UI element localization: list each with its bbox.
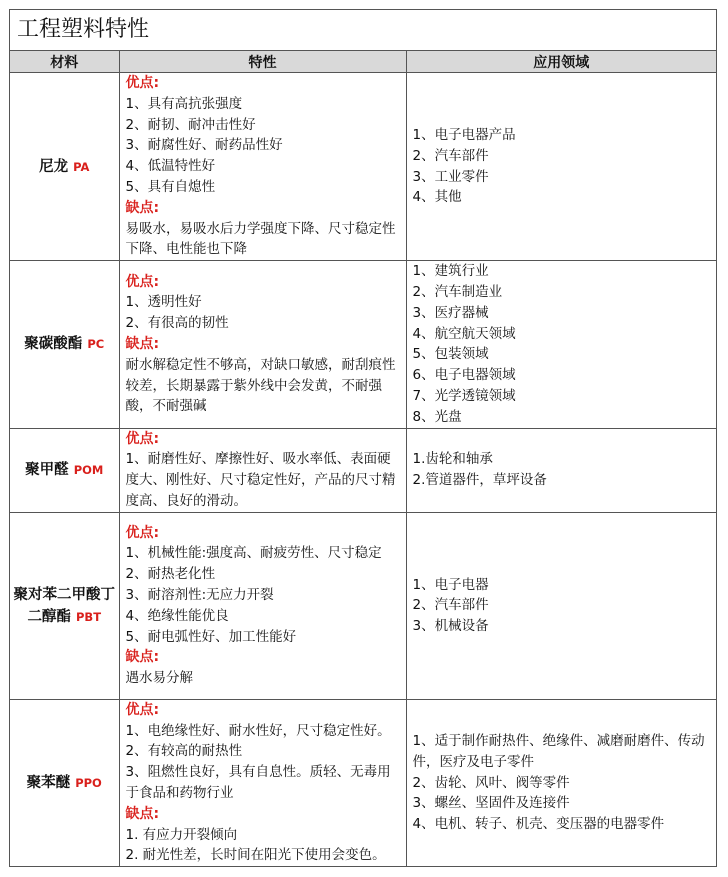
pros-label: 优点: bbox=[125, 524, 160, 541]
con-item: 遇水易分解 bbox=[125, 670, 193, 687]
app-item: 1、适于制作耐热件、绝缘件、减磨耐磨件、传动件，医疗及电子零件 bbox=[412, 732, 705, 770]
app-item: 2、汽车部件 bbox=[412, 597, 489, 614]
pro-item: 1、透明性好 bbox=[125, 294, 202, 311]
applications-cell bbox=[406, 428, 716, 512]
material-name: 尼龙 bbox=[39, 158, 69, 175]
app-item: 4、其他 bbox=[412, 189, 462, 206]
app-item: 2、汽车部件 bbox=[412, 147, 489, 164]
pro-item: 1、电绝缘性好、耐水性好，尺寸稳定性好。 bbox=[125, 722, 391, 739]
pro-item: 1、机械性能:强度高、耐疲劳性、尺寸稳定 bbox=[125, 545, 382, 562]
table-row-pom bbox=[10, 428, 716, 512]
app-item: 4、航空航天领域 bbox=[412, 325, 516, 342]
material-abbr: PA bbox=[73, 159, 90, 174]
pro-item: 3、阻燃性良好，具有自息性。质轻、无毒用于食品和药物行业 bbox=[125, 764, 391, 801]
app-item: 4、电机、转子、机壳、变压器的电器零件 bbox=[412, 816, 665, 833]
pros-label: 优点: bbox=[125, 75, 160, 91]
pros-label: 优点: bbox=[125, 701, 160, 718]
header-material: 材料 bbox=[10, 51, 119, 73]
app-item: 6、电子电器领域 bbox=[412, 367, 516, 384]
material-name: 聚碳酸酯 bbox=[24, 336, 83, 353]
applications-cell bbox=[406, 261, 716, 428]
material-abbr: POM bbox=[73, 463, 104, 478]
header-features: 特性 bbox=[119, 51, 406, 73]
material-cell bbox=[10, 261, 119, 428]
app-item: 1、电子电器产品 bbox=[412, 126, 516, 143]
app-item: 8、光盘 bbox=[412, 408, 462, 425]
pro-item: 4、绝缘性能优良 bbox=[125, 607, 229, 624]
cons-label: 缺点: bbox=[125, 649, 160, 666]
material-name: 聚对苯二甲酸丁二醇酯 bbox=[13, 586, 115, 625]
app-item: 7、光学透镜领域 bbox=[412, 387, 516, 404]
material-cell bbox=[10, 73, 119, 261]
app-item: 3、螺丝、坚固件及连接件 bbox=[412, 795, 570, 812]
applications-cell bbox=[406, 512, 716, 699]
table-row-pa bbox=[10, 73, 716, 261]
con-item: 易吸水，易吸水后力学强度下降、尺寸稳定性下降、电性能也下降 bbox=[125, 220, 396, 258]
cons-label: 缺点: bbox=[125, 805, 160, 822]
con-item: 耐水解稳定性不够高，对缺口敏感，耐刮痕性较差，长期暴露于紫外线中会发黄，不耐强酸，不耐强碱 bbox=[125, 356, 396, 415]
pro-item: 3、耐腐性好、耐药品性好 bbox=[125, 137, 283, 154]
material-abbr: PPO bbox=[75, 775, 102, 790]
features-cell bbox=[119, 73, 406, 261]
pro-item: 2、有很高的韧性 bbox=[125, 315, 229, 332]
header-applications: 应用领域 bbox=[406, 51, 716, 73]
properties-document bbox=[9, 9, 717, 867]
app-item: 1.齿轮和轴承 bbox=[412, 451, 493, 468]
header-row bbox=[10, 51, 716, 73]
pro-item: 5、耐电弧性好、加工性能好 bbox=[125, 628, 297, 645]
features-cell bbox=[119, 699, 406, 866]
app-item: 5、包装领域 bbox=[412, 346, 489, 363]
app-item: 1、电子电器 bbox=[412, 576, 489, 593]
applications-cell bbox=[406, 699, 716, 866]
pro-item: 2、有较高的耐热性 bbox=[125, 743, 243, 760]
con-item: 1. 有应力开裂倾向 bbox=[125, 826, 238, 843]
applications-cell bbox=[406, 73, 716, 261]
pro-item: 5、具有自熄性 bbox=[125, 178, 216, 195]
material-abbr: PC bbox=[87, 337, 105, 352]
properties-table bbox=[10, 51, 716, 866]
material-cell bbox=[10, 512, 119, 699]
pros-label: 优点: bbox=[125, 430, 160, 447]
material-cell bbox=[10, 699, 119, 866]
material-name: 聚苯醚 bbox=[26, 774, 71, 791]
pros-label: 优点: bbox=[125, 273, 160, 290]
pro-item: 2、耐韧、耐冲击性好 bbox=[125, 116, 256, 133]
app-item: 3、医疗器械 bbox=[412, 304, 489, 321]
app-item: 2、汽车制造业 bbox=[412, 283, 503, 300]
pro-item: 1、耐磨性好、摩擦性好、吸水率低、表面硬度大、刚性好、尺寸稳定性好，产品的尺寸精度高、良好的滑动。 bbox=[125, 451, 396, 509]
table-row-ppo bbox=[10, 699, 716, 866]
pro-item: 1、具有高抗张强度 bbox=[125, 95, 243, 112]
material-name: 聚甲醛 bbox=[25, 462, 69, 479]
con-item: 2. 耐光性差，长时间在阳光下使用会变色。 bbox=[125, 847, 386, 864]
app-item: 2、齿轮、风叶、阀等零件 bbox=[412, 774, 570, 791]
features-cell bbox=[119, 261, 406, 428]
table-row-pbt bbox=[10, 512, 716, 699]
app-item: 1、建筑行业 bbox=[412, 263, 489, 280]
app-item: 2.管道器件，草坪设备 bbox=[412, 472, 547, 489]
table-row-pc bbox=[10, 261, 716, 428]
cons-label: 缺点: bbox=[125, 199, 160, 216]
features-cell bbox=[119, 512, 406, 699]
app-item: 3、工业零件 bbox=[412, 168, 489, 185]
material-cell bbox=[10, 428, 119, 512]
features-cell bbox=[119, 428, 406, 512]
material-abbr: PBT bbox=[76, 609, 102, 624]
pro-item: 4、低温特性好 bbox=[125, 158, 216, 175]
cons-label: 缺点: bbox=[125, 335, 160, 352]
pro-item: 3、耐溶剂性:无应力开裂 bbox=[125, 586, 274, 603]
app-item: 3、机械设备 bbox=[412, 618, 489, 635]
page-title: 工程塑料特性 bbox=[10, 10, 716, 51]
pro-item: 2、耐热老化性 bbox=[125, 566, 216, 583]
